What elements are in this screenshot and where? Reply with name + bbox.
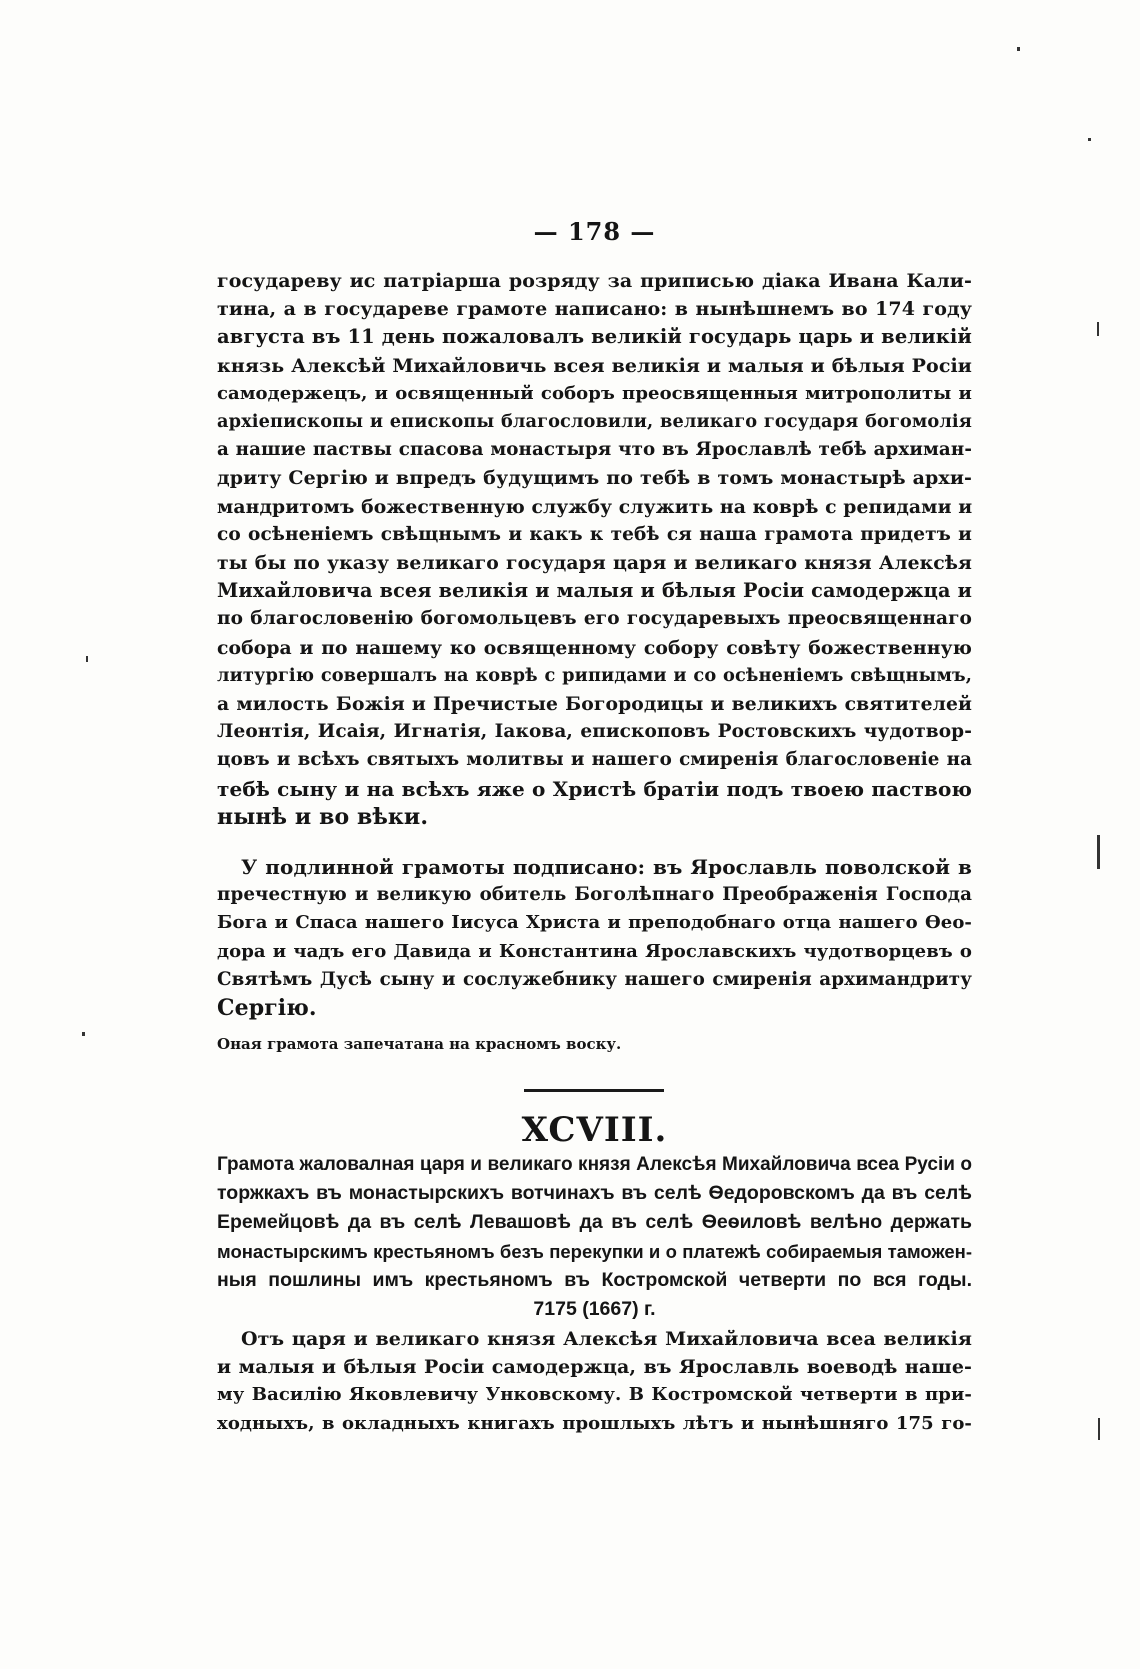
text-line: государеву ис патріарша розряду за приписью діака Ивана Кали- <box>217 270 972 292</box>
paragraph-signature <box>217 853 972 1022</box>
text-line: со осѣненіемъ свѣщнымъ и какъ к тебѣ ся наша грамота придетъ и <box>217 523 972 545</box>
scan-speck <box>1097 835 1100 869</box>
scan-speck <box>86 656 88 662</box>
text-line: ходныхъ, в окладныхъ книгахъ прошлыхъ лѣтъ и нынѣшняго 175 го- <box>217 1412 972 1434</box>
text-line: цовъ и всѣхъ святыхъ молитвы и нашего смиренія благословеніе на <box>217 749 972 771</box>
text-line: Бога и Спаса нашего Іисуса Христа и преподобнаго отца нашего Ѳео- <box>217 912 972 934</box>
text-line: князь Алексѣй Михайловичь всея великія и малыя и бѣлыя Росіи <box>217 354 972 377</box>
text-line: Отъ царя и великаго князя Алексѣя Михайловича всеа великія <box>241 1328 972 1350</box>
text-line: Михайловича всея великія и малыя и бѣлыя Росіи самодержца и <box>217 579 972 603</box>
text-line: литургію совершалъ на коврѣ с рипидами и со осѣненіемъ свѣщнымъ, <box>217 664 972 686</box>
text-line: ты бы по указу великаго государя царя и великаго князя Алексѣя <box>217 552 972 575</box>
text-line: дриту Сергію и впредъ будущимъ по тебѣ в томъ монастырѣ архи- <box>217 467 972 490</box>
section-heading <box>217 1150 972 1324</box>
heading-line: Еремейцовѣ да въ селѣ Левашовѣ да въ селѣ Ѳеѳиловѣ велѣно держать <box>217 1211 972 1233</box>
section-divider <box>524 1089 664 1092</box>
heading-date: 7175 (1667) г. <box>533 1298 656 1320</box>
paragraph-charter-start <box>217 1325 972 1438</box>
text-line: самодержецъ, и освященный соборъ преосвященныя митрополиты и <box>217 382 972 404</box>
scan-speck <box>82 1032 85 1036</box>
text-line: мандритомъ божественную службу служить на коврѣ с репидами и <box>217 495 973 518</box>
heading-line: Грамота жаловалная царя и великаго князя Алексѣя Михайловича всеа Русіи о <box>217 1154 972 1175</box>
text-line: У подлинной грамоты подписано: въ Ярославль поволской в <box>241 855 972 879</box>
text-line: Святѣмъ Дусѣ сыну и сослужебнику нашего смиренія архимандриту <box>217 968 972 990</box>
scan-speck <box>1097 322 1099 336</box>
text-line: а нашие паствы спасова монастыря что въ Ярославлѣ тебѣ архиман- <box>217 439 972 461</box>
text-line: а милость Божія и Пречистые Богородицы и великихъ святителей <box>217 693 972 716</box>
scan-speck <box>1017 47 1020 51</box>
seal-note: Оная грамота запечатана на красномъ воску. <box>217 1035 622 1053</box>
text-line: Сергію. <box>217 995 317 1022</box>
page-number: — 178 — <box>533 217 656 246</box>
heading-line: монастырскимъ крестьяномъ безъ перекупки и о платежѣ собираемыя таможен- <box>217 1241 972 1262</box>
text-line: нынѣ и во вѣки. <box>217 803 429 830</box>
text-line: архіепископы и епископы благословили, великаго государя богомолія <box>217 411 972 433</box>
heading-line: торжкахъ въ монастырскихъ вотчинахъ въ селѣ Ѳедоровскомъ да въ селѣ <box>217 1182 972 1204</box>
heading-line: ныя пошлины имъ крестьяномъ въ Костромской четверти по вся годы. <box>217 1269 972 1291</box>
text-line: Леонтія, Исаія, Игнатія, Іакова, епископовъ Ростовскихъ чудотвор- <box>217 721 972 743</box>
paragraph-continued-charter <box>217 267 972 831</box>
text-line: августа въ 11 день пожаловалъ великій государь царь и великій <box>217 325 972 349</box>
text-line: пречестную и великую обитель Боголѣпнаго Преображенія Господа <box>217 884 972 906</box>
scan-speck <box>1088 138 1091 141</box>
text-line: дора и чадъ его Давида и Константина Ярославскихъ чудотворцевъ о <box>217 940 972 962</box>
text-line: тебѣ сыну и на всѣхъ яже о Христѣ братіи подъ твоею паствою <box>217 776 972 801</box>
text-line: тина, а в государеве грамоте написано: в нынѣшнемъ во 174 году <box>217 298 972 321</box>
text-line: по благословенію богомольцевъ его государевыхъ преосвященнаго <box>217 608 972 630</box>
scan-speck <box>1098 1418 1100 1440</box>
text-line: и малыя и бѣлыя Росіи самодержца, въ Ярославль воеводѣ наше- <box>217 1356 972 1379</box>
text-line: му Василію Яковлевичу Унковскому. В Костромской четверти в при- <box>217 1384 972 1406</box>
section-number: XCVIII. <box>521 1110 668 1150</box>
text-line: собора и по нашему ко освященному собору совѣту божественную <box>217 636 972 659</box>
